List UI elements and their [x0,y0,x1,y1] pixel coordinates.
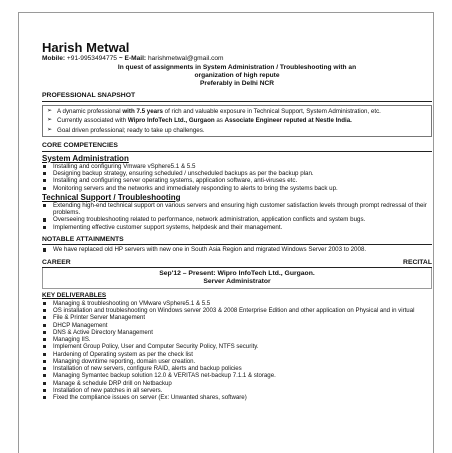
square-bullet-icon [43,218,46,221]
square-bullet-icon [43,248,46,251]
career-heading-left: CAREER [42,258,71,266]
list-item [42,163,432,170]
square-bullet-icon [43,179,46,182]
list-item [42,358,432,365]
square-bullet-icon [43,345,46,348]
square-bullet-icon [43,226,46,229]
list-item-text: DNS & Active Directory Management [53,328,153,336]
list-item [42,343,432,350]
list-item-text: We have replaced old HP servers with new one in South Asia Region and migrated Windows Server 2003 to 2008. [53,246,367,254]
square-bullet-icon [43,367,46,370]
attainments-list [42,246,432,253]
deliverables-list [42,300,432,402]
arrow-bullet-icon: ➢ [47,117,53,124]
list-item-text: Installation of new patches in all servers. [53,386,163,394]
list-item [42,177,432,184]
list-item [42,202,432,217]
square-bullet-icon [43,389,46,392]
square-bullet-icon [43,353,46,356]
mobile-value: +91-9953494775 [66,55,117,62]
list-item-text: Implement Group Policy, User and Computer Security Policy, NTFS security. [53,343,259,351]
email-label: E-Mail: [124,55,147,62]
list-item-text: Installing and configuring Vmware vSphere5.1 & 5.5 [53,162,196,170]
list-item [42,322,432,329]
list-item-text: Managing IIS. [53,336,91,344]
list-item [42,365,432,372]
list-item [42,372,432,379]
mobile-label: Mobile: [42,55,66,62]
snapshot-text: Currently associated with [57,117,128,125]
resume-page [18,12,434,453]
resume-content [42,41,432,401]
list-item [42,216,432,223]
square-bullet-icon [43,396,46,399]
square-bullet-icon [43,187,46,190]
section-heading-snapshot: PROFESSIONAL SNAPSHOT [42,92,432,102]
square-bullet-icon [43,309,46,312]
list-item [42,314,432,321]
list-item-text: Installation of new servers, configure RAID, alerts and backup policies [53,365,242,373]
square-bullet-icon [43,316,46,319]
list-item-text: DHCP Management [53,321,108,329]
square-bullet-icon [43,165,46,168]
list-item-text: Managing downtime reporting, domain user creation. [53,357,196,365]
competency-title: System Administration [42,153,129,163]
snapshot-text: of rich and valuable exposure in Technical Support, System Administration, etc. [162,107,381,115]
snapshot-text: as [214,117,225,125]
list-item [42,224,432,231]
list-item-text: Hardening of Operating system as per the check list [53,350,193,358]
list-item-text: Fixed the compliance issues on server (Ex: Unwanted shares, software) [53,394,247,402]
section-heading-career [42,259,432,269]
list-item-text: Managing Symantec backup solution 12.0 & VERITAS net-backup 7.1.1 & storage. [53,372,276,380]
list-item-text: Extending high-end technical support on various servers and ensuring high customer satisfaction levels through prompt redressal of their problems. [53,201,427,217]
snapshot-item [47,117,427,124]
list-item [42,170,432,177]
list-item-text: Overseeing troubleshooting related to performance, network administration, application conflicts and system bugs. [53,216,366,224]
square-bullet-icon [43,360,46,363]
contact-separator: ~ [116,55,125,62]
list-item-text: Implementing effective customer support systems, helpdesk and their management. [53,223,283,231]
snapshot-bold: Wipro InfoTech Ltd., Gurgaon [127,117,215,125]
square-bullet-icon [43,204,46,207]
career-role: Server Administrator [203,278,271,286]
candidate-name: Harish Metwal [42,40,130,55]
snapshot-box [42,105,432,137]
list-item-text: Manage & schedule DRP drill on Netbackup [53,379,172,387]
arrow-bullet-icon: ➢ [47,107,53,114]
competency-title: Technical Support / Troubleshooting [42,192,181,202]
list-item [42,351,432,358]
objective-line: In quest of assignments in System Administration / Troubleshooting with an [117,64,357,71]
competency-list [42,202,432,231]
objective-line: Preferably in Delhi NCR [199,79,274,87]
list-item [42,394,432,401]
arrow-bullet-icon: ➢ [47,126,53,133]
list-item-text: Managing & troubleshooting on VMware vSphere5.1 & 5.5 [53,299,211,307]
objective [42,64,432,87]
snapshot-text: A dynamic professional [57,107,123,115]
square-bullet-icon [43,331,46,334]
list-item [42,307,432,314]
snapshot-item [47,127,427,134]
list-item [42,336,432,343]
list-item [42,329,432,336]
key-deliverables-heading: KEY DELIVERABLES [42,292,107,300]
contact-line [42,55,432,63]
objective-line: organization of high repute [194,71,280,79]
list-item [42,300,432,307]
list-item-text: Monitoring servers and the networks and immediately responding to alerts to bring the systems back up. [53,184,338,192]
snapshot-bold: Associate Engineer reputed at Nestle India. [224,117,352,125]
list-item-text: OS installation and troubleshooting on Windows server 2003 & 2008 Enterprise Edition and other application on Physical and in virtual [53,307,415,315]
snapshot-bold: with 7.5 years [122,107,163,115]
list-item [42,387,432,394]
competency-list [42,163,432,192]
section-heading-attainments: NOTABLE ATTAINMENTS [42,236,432,246]
square-bullet-icon [43,374,46,377]
list-item [42,380,432,387]
list-item [42,246,432,253]
square-bullet-icon [43,172,46,175]
square-bullet-icon [43,382,46,385]
list-item-text: File & Printer Server Management [53,314,146,322]
square-bullet-icon [43,302,46,305]
email-value: harishmetwal@gmail.com [147,55,224,62]
career-period: Sep'12 – Present: Wipro InfoTech Ltd., Gurgaon. [159,270,315,278]
career-position-box [42,268,432,289]
list-item [42,185,432,192]
square-bullet-icon [43,338,46,341]
career-heading-right: RECITAL [403,258,432,266]
square-bullet-icon [43,324,46,327]
list-item-text: Installing and configuring server operating systems, application software, anti-viruses etc. [53,177,298,185]
section-heading-competencies: CORE COMPETENCIES [42,142,432,152]
list-item-text: Designing backup strategy, ensuring scheduled / unscheduled backups as per the backup plan. [53,169,314,177]
snapshot-item [47,108,427,115]
snapshot-text: Goal driven professional; ready to take up challenges. [57,126,205,134]
